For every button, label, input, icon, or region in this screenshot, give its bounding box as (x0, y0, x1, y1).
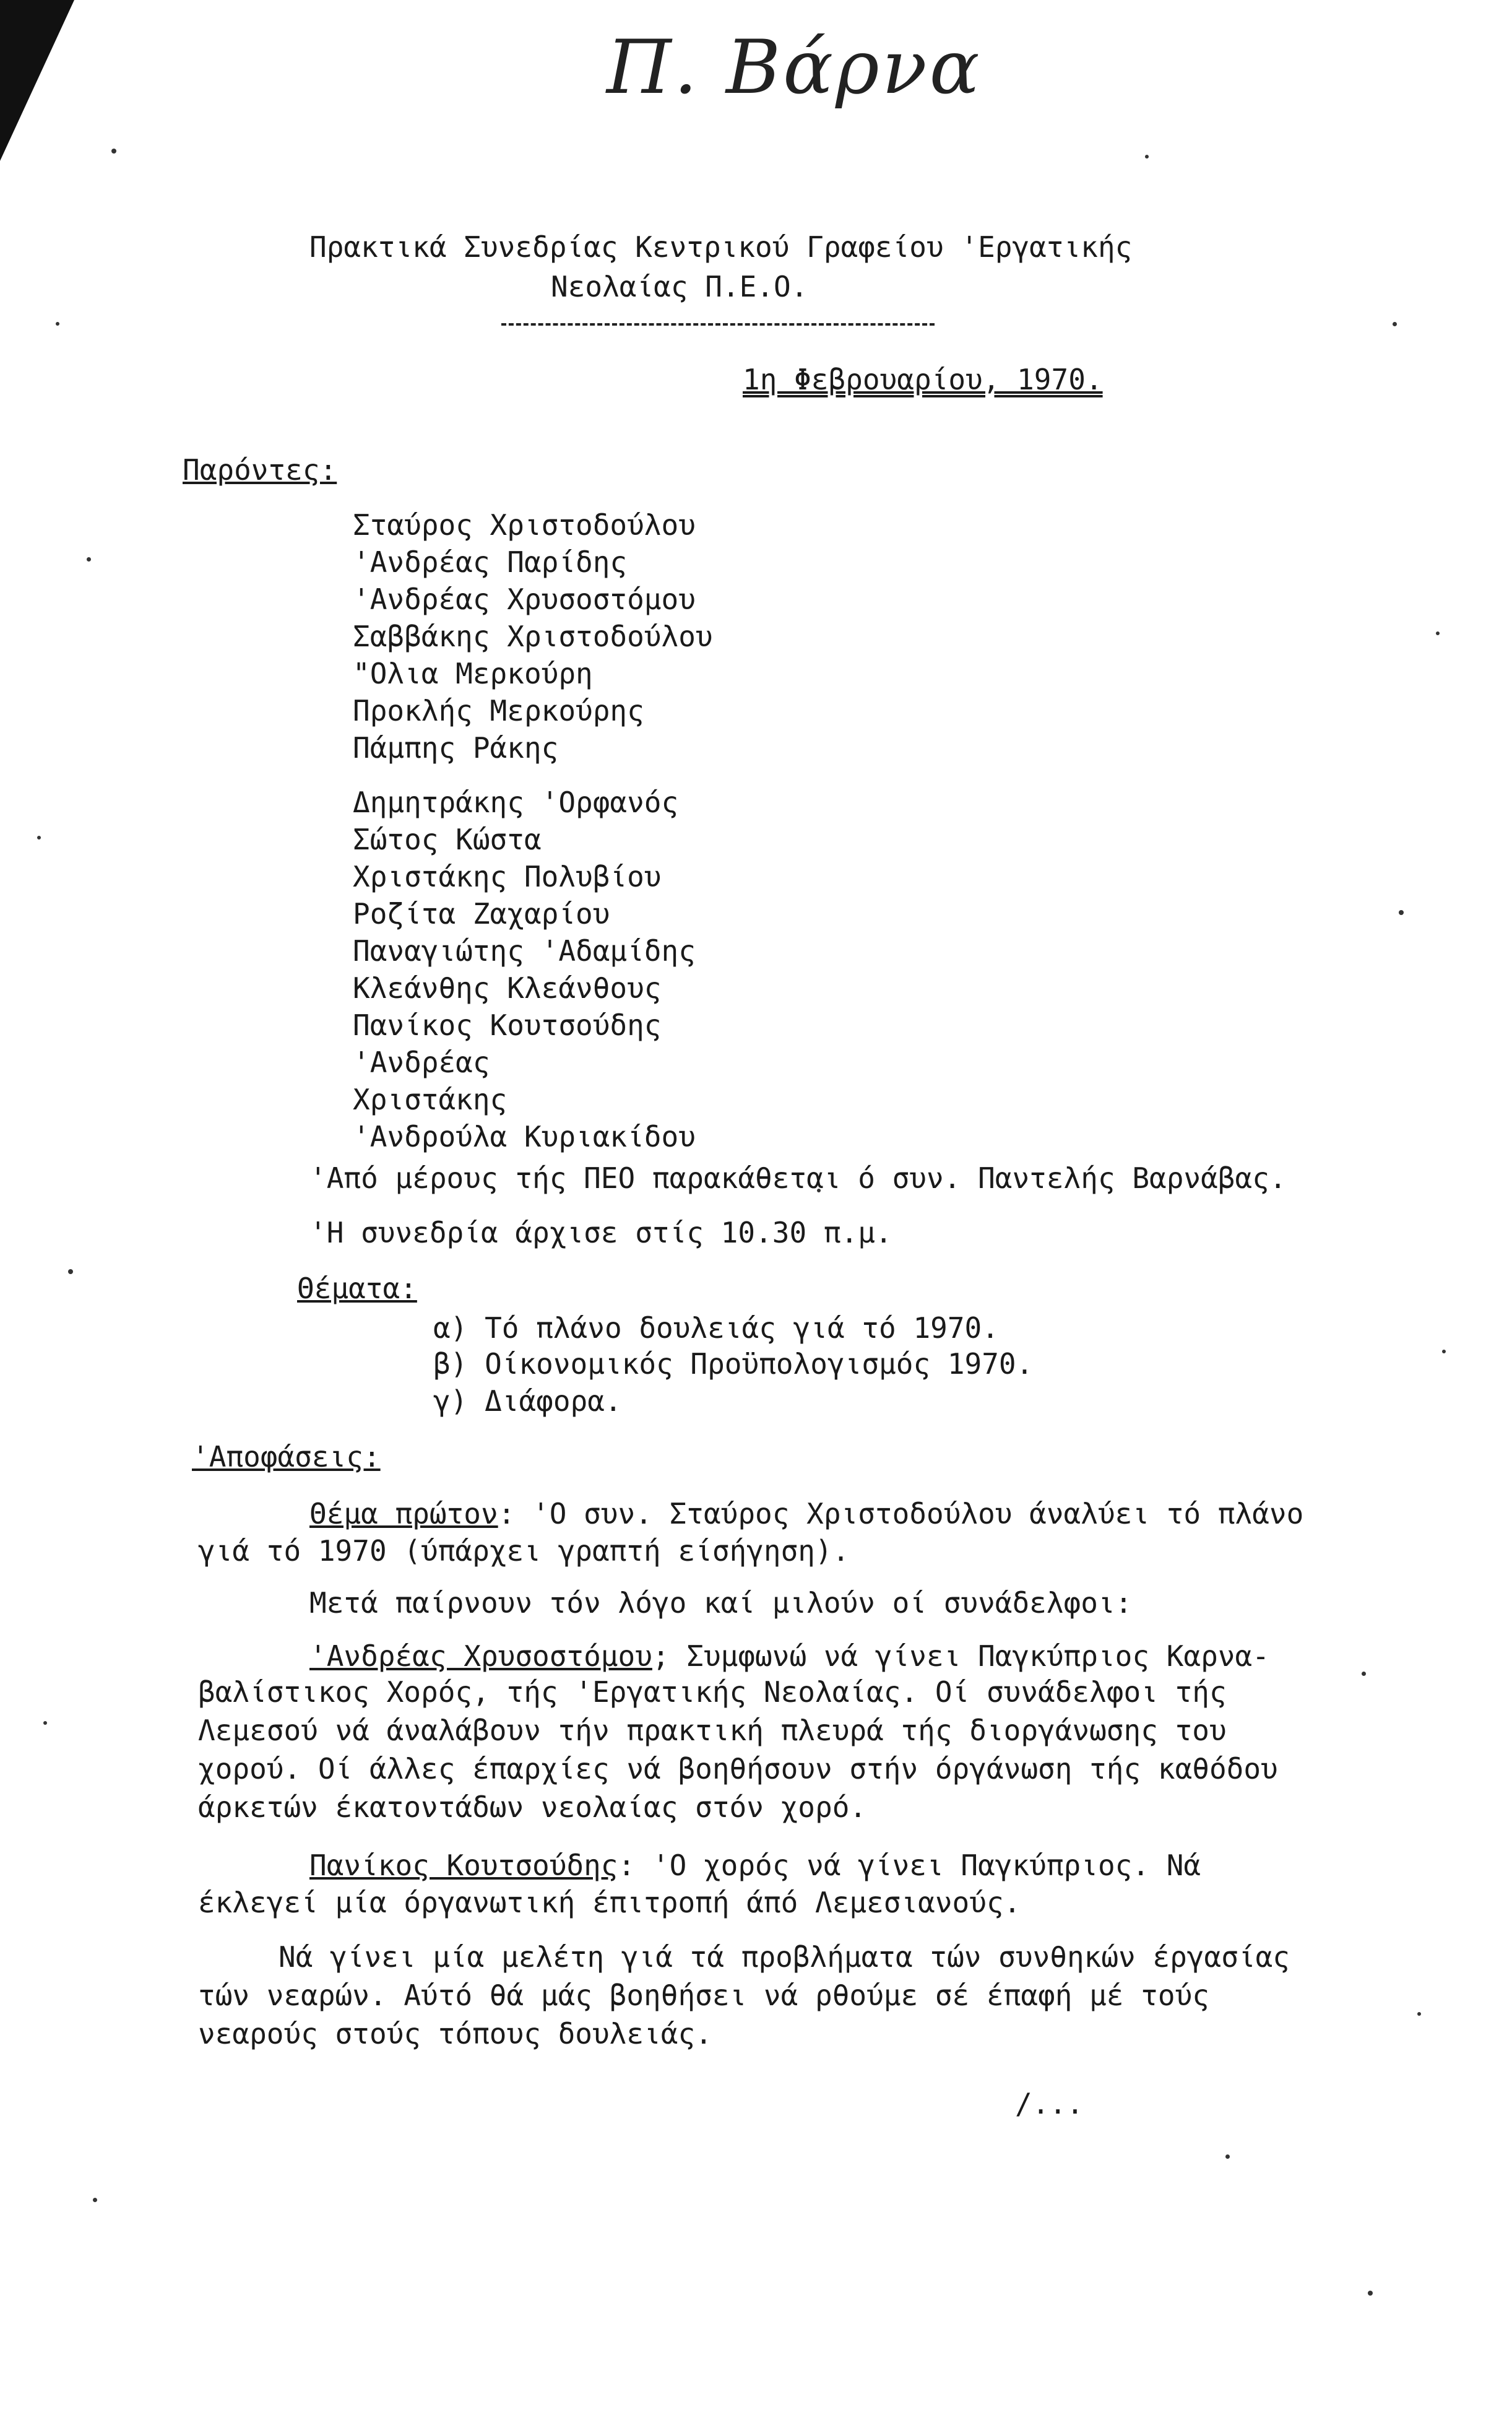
attendee-list (353, 506, 713, 1155)
speaker1-line1: 'Ανδρέας Χρυσοστόμου; Συμφωνώ νά γίνει Παγκύπριος Καρνα- (309, 1639, 1269, 1673)
topic1-paragraph-line1: Θέμα πρώτον: 'Ο συν. Σταύρος Χριστοδούλου άναλύει τό πλάνο (309, 1497, 1304, 1530)
attendee: Δημητράκης 'Ορφανός (353, 786, 679, 819)
attendee: Πανίκος Κουτσούδης (353, 1009, 662, 1042)
handwritten-note: Π. Βάρνα (607, 25, 982, 111)
topic1-paragraph-line2: γιά τό 1970 (ύπάρχει γραπτή είσήγηση). (198, 1534, 850, 1568)
attendee: Σώτος Κώστα (353, 823, 542, 856)
attendee: Παναγιώτης 'Αδαμίδης (353, 934, 696, 968)
attendee: Χριστάκης Πολυβίου (353, 860, 662, 893)
attendee: Σαββάκης Χριστοδούλου (353, 620, 713, 653)
scan-corner-mark (0, 0, 74, 161)
meeting-start-line: 'Η συνεδρία άρχισε στίς 10.30 π.μ. (309, 1216, 892, 1249)
topic-item: β) Οίκονομικός Προϋπολογισμός 1970. (433, 1347, 1034, 1381)
topics-heading: Θέματα: (297, 1272, 417, 1305)
attendee: Ροζίτα Ζαχαρίου (353, 897, 610, 931)
title-line-2: Νεολαίας Π.Ε.Ο. (551, 270, 808, 303)
attendee: 'Ανδρέας (353, 1046, 490, 1079)
continuation-mark: /... (1015, 2087, 1084, 2120)
attendee: 'Ανδρέας Παρίδης (353, 545, 628, 579)
title-line-1: Πρακτικά Συνεδρίας Κεντρικού Γραφείου 'Εργατικής (309, 230, 1133, 264)
present-heading: Παρόντες: (183, 453, 337, 487)
attendee: 'Ανδρέας Χρυσοστόμου (353, 583, 696, 616)
attendee: Χριστάκης (353, 1083, 508, 1116)
speaker2-line1: Πανίκος Κουτσούδης: 'Ο χορός νά γίνει Παγκύπριος. Νά (309, 1849, 1201, 1882)
closing-line1: Νά γίνει μία μελέτη γιά τά προβλήματα τών συνθηκών έργασίας (279, 1940, 1290, 1974)
attendee: 'Ανδρούλα Κυριακίδου (353, 1120, 696, 1153)
title-divider (501, 323, 935, 326)
decisions-heading: 'Αποφάσεις: (192, 1440, 381, 1473)
meeting-date: 1η Φεβρουαρίου, 1970. (743, 363, 1103, 396)
speaker2-line2: έκλεγεί μία όργανωτική έπιτροπή άπό Λεμεσιανούς. (198, 1886, 1021, 1919)
speaker1-paragraph: βαλίστικος Χορός, τής 'Εργατικής Νεολαίας. Οί συνάδελφοι τής Λεμεσού νά άναλάβουν τήν πρακτική πλευρά τής διοργάνωσης του χορού. Οί άλλες έπαρχίες νά βοηθήσουν στήν όργάνωση τής καθόδου άρκετών έκατοντάδων νεολαίας στόν χορό. (198, 1675, 1278, 1824)
topic-item: α) Τό πλάνο δουλειάς γιά τό 1970. (433, 1311, 999, 1345)
attendee: Σταύρος Χριστοδούλου (353, 508, 696, 542)
closing-paragraph: τών νεαρών. Αύτό θά μάς βοηθήσει νά ρθούμε σέ έπαφή μέ τούς νεαρούς στούς τόπους δουλειάς. (198, 1979, 1209, 2050)
speakers-intro: Μετά παίρνουν τόν λόγο καί μιλούν οί συνάδελφοι: (309, 1586, 1133, 1620)
topic-item: γ) Διάφορα. (433, 1384, 622, 1418)
peo-representative-line: 'Από μέρους τής ΠΕΟ παρακάθεται ό συν. Παντελής Βαρνάβας. (309, 1161, 1287, 1195)
speaker1-name: 'Ανδρέας Χρυσοστόμου (309, 1639, 652, 1673)
topic1-label: Θέμα πρώτον (309, 1497, 498, 1530)
speaker2-name: Πανίκος Κουτσούδης (309, 1849, 618, 1882)
attendee: Κλεάνθης Κλεάνθους (353, 971, 662, 1005)
attendee: Πάμπης Ράκης (353, 731, 559, 765)
attendee: "Ολια Μερκούρη (353, 657, 593, 690)
attendee: Προκλής Μερκούρης (353, 694, 644, 727)
